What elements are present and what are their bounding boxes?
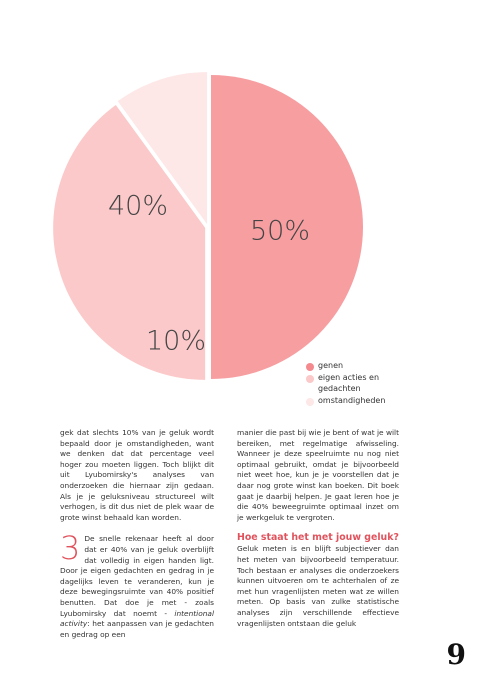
legend-item-eigen-acties [306,372,416,394]
legend-swatch-eigen-acties [306,375,314,383]
slice-value-label: 40% [107,190,169,222]
text-column-right [237,428,399,629]
legend-label: eigen acties en gedachten [318,373,380,393]
slice-value-label: 50% [249,215,311,247]
legend-swatch-genen [306,363,314,371]
slice-value-label: 10% [145,325,207,357]
body-paragraph: Geluk meten is en blijft subjectiever dan het meten van bijvoorbeeld temperatuur. Toch bestaan er analyses die onderzoekers kunnen uitvoeren om te achterhalen of ze met hun vragenlijsten meten wat ze willen meten. Op basis van zulke statistische analyses zijn verschillende effectieve vragenlijsten ontstaan die geluk [237,544,399,628]
body-paragraph-dropcap [60,529,214,640]
chart-legend [306,360,416,407]
legend-label: omstandigheden [318,396,386,405]
body-paragraph: gek dat slechts 10% van je geluk wordt bepaald door je omstandigheden, want we denken dat dat percentage veel hoger zou moeten liggen. Toch blijkt dit uit Lyubomirsky's analyses van onderzoeken die hiernaar zijn gedaan. Als je je geluksniveau structureel wilt verhogen, is dit dus niet de plek waar de grote winst behaald kan worden. [60,428,214,522]
paragraph-text: : het aanpassen van je gedachten en gedrag op een [60,619,214,639]
page-number: 9 [446,638,466,671]
emphasis-term: intentional activity [60,608,214,629]
drop-cap: 3 [60,529,81,568]
text-column-left [60,428,214,640]
paragraph-text: De snelle rekenaar heeft al door dat er 40% van je geluk overblijft dat volledig in eigen handen ligt. Door je eigen gedachten en gedrag in je dagelijks leven te veranderen, kun je deze bewegingsruimte van 40% positief benutten. Dat doe je met - zoals Lyubomirsky dat noemt - [60,534,214,618]
legend-swatch-omstandigheden [306,398,314,406]
section-heading: Hoe staat het met jouw geluk? [237,532,399,544]
legend-item-genen [306,360,416,371]
legend-item-omstandigheden [306,395,416,406]
legend-label: genen [318,361,344,370]
body-paragraph: manier die past bij wie je bent of wat je wilt bereiken, met regelmatige afwisseling. Wanneer je deze speelruimte nu nog niet optimaal gebruikt, omdat je bijvoorbeeld niet weet hoe, kun je je voorstellen dat je daar nog grote winst kan boeken. Dit boek gaat je daarbij helpen. Je gaat leren hoe je die 40% beweegruimte optimaal inzet om je werkgeluk te vergroten. [237,428,399,522]
